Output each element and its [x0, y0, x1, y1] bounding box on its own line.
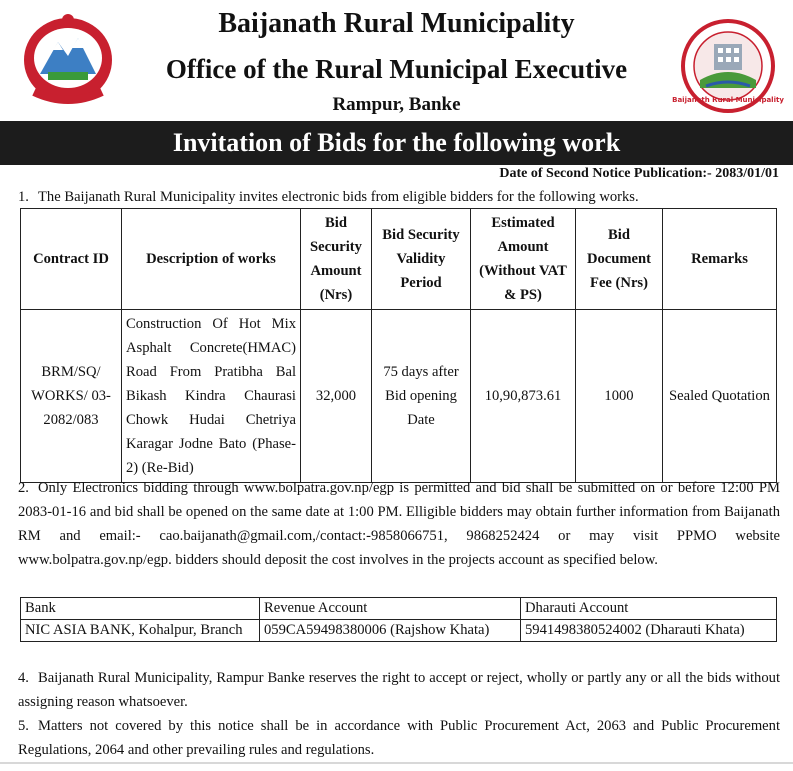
- item-2: [18, 476, 780, 572]
- item-text: The Baijanath Rural Municipality invites electronic bids from eligible bidders for the following works.: [38, 189, 639, 205]
- cell-bank: NIC ASIA BANK, Kohalpur, Branch: [21, 620, 260, 642]
- cell-security-amount: 32,000: [301, 310, 372, 483]
- table-header-row: [21, 598, 777, 620]
- item-text: Baijanath Rural Municipality, Rampur Banke reserves the right to accept or reject, wholly or partly any or all the bids without assigning reason whatsoever.: [18, 670, 780, 710]
- item-number: 4.: [18, 670, 29, 686]
- bottom-divider: [0, 762, 793, 764]
- col-estimated-amount: Estimated Amount (Without VAT & PS): [471, 209, 576, 310]
- cell-validity: 75 days after Bid opening Date: [372, 310, 471, 483]
- cell-description: Construction Of Hot Mix Asphalt Concrete(HMAC) Road From Pratibha Bal Bikash Kindra Chaurasi Chowk Hudai Chetriya Karagar Jodne Bato (Phase-2) (Re-Bid): [122, 310, 301, 483]
- municipality-seal-icon: [672, 18, 784, 114]
- item-number: 1.: [18, 189, 29, 205]
- notice-header: [0, 0, 793, 118]
- notice-banner: Invitation of Bids for the following work: [0, 121, 793, 165]
- publication-date: Date of Second Notice Publication:- 2083/01/01: [499, 166, 779, 181]
- item-5: [18, 714, 780, 762]
- bid-table: [20, 208, 777, 483]
- table-row: [21, 310, 777, 483]
- municipality-title: Baijanath Rural Municipality: [218, 8, 575, 39]
- col-contract-id: Contract ID: [21, 209, 122, 310]
- office-title: Office of the Rural Municipal Executive: [165, 54, 628, 84]
- cell-revenue-account: 059CA59498380006 (Rajshow Khata): [260, 620, 521, 642]
- cell-contract-id: BRM/SQ/ WORKS/ 03-2082/083: [21, 310, 122, 483]
- table-header-row: [21, 209, 777, 310]
- cell-doc-fee: 1000: [576, 310, 663, 483]
- item-number: 5.: [18, 718, 29, 734]
- cell-dharauti-account: 5941498380524002 (Dharauti Khata): [521, 620, 777, 642]
- item-number: 2.: [18, 480, 29, 496]
- col-bank: Bank: [21, 598, 260, 620]
- col-doc-fee: Bid Document Fee (Nrs): [576, 209, 663, 310]
- item-text: Matters not covered by this notice shall be in accordance with Public Procurement Act, 2063 and Public Procurement Regulations, 2064 and other prevailing rules and regulations.: [18, 718, 780, 758]
- col-security-amount: Bid Security Amount (Nrs): [301, 209, 372, 310]
- cell-estimated-amount: 10,90,873.61: [471, 310, 576, 483]
- item-1: [18, 185, 780, 209]
- col-dharauti-account: Dharauti Account: [521, 598, 777, 620]
- item-4: [18, 666, 780, 714]
- item-text: Only Electronics bidding through www.bolpatra.gov.np/egp is permitted and bid shall be submitted on or before 12:00 PM 2083-01-16 and bid shall be opened on the same date at 1:00 PM. Elligible bidders may obtain further information from Baijanath RM and email:- cao.baijanath@gmail.com,/contact:-9858066751, 9868252424 or may visit PPMO website www.bolpatra.gov.np/egp. bidders should deposit the cost involves in the projects account as specified below.: [18, 480, 780, 568]
- bank-table: [20, 597, 777, 642]
- office-location: Rampur, Banke: [332, 94, 461, 115]
- cell-remarks: Sealed Quotation: [663, 310, 777, 483]
- col-validity: Bid Security Validity Period: [372, 209, 471, 310]
- col-revenue-account: Revenue Account: [260, 598, 521, 620]
- col-remarks: Remarks: [663, 209, 777, 310]
- col-description: Description of works: [122, 209, 301, 310]
- table-row: [21, 620, 777, 642]
- seal-label: Baijanath Rural Municipality: [672, 96, 784, 104]
